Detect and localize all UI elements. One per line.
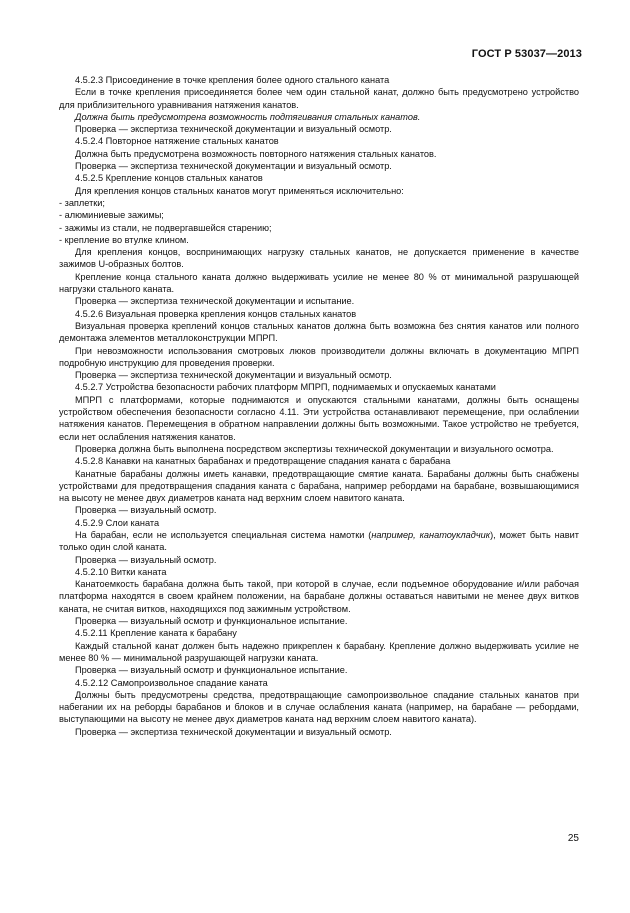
verification-note: Проверка — экспертиза технической документации и визуальный осмотр. <box>75 370 392 381</box>
paragraph: Для крепления концов, воспринимающих нагрузку стальных канатов, не допускается применение в качестве зажимов U-образных болтов. <box>59 247 579 270</box>
section-heading-4-5-2-4: 4.5.2.4 Повторное натяжение стальных канатов <box>75 136 279 147</box>
section-heading-4-5-2-7: 4.5.2.7 Устройства безопасности рабочих платформ МПРП, поднимаемых и опускаемых канатами <box>75 382 496 393</box>
list-item: - заплетки; <box>59 197 105 208</box>
paragraph: Должны быть предусмотрены средства, предотвращающие самопроизвольное спадание стальных канатов при набегании их на реборды барабанов и блоков и в случае ослабления каната (например, на барабане — ребордами, выступающими на высоту не менее двух диаметров каната над верхним слоем навитого каната). <box>59 689 579 725</box>
document-body <box>59 74 579 738</box>
section-heading-4-5-2-12: 4.5.2.12 Самопроизвольное спадание каната <box>75 677 268 688</box>
paragraph: Если в точке крепления присоединяется более чем один стальной канат, должно быть предусмотрено устройство для приблизительного уравнивания натяжения канатов. <box>59 87 579 110</box>
paragraph: МПРП с платформами, которые поднимаются и опускаются стальными канатами, должны быть оснащены устройством обеспечения безопасности согласно 4.11. Эти устройства останавливают перемещение, при ослаблении натяжения канатов. Перемещения в обратном направлении должны быть возможными. Такое устройство не требуется, если нет ослабления натяжения канатов. <box>59 394 579 442</box>
paragraph: Канатоемкость барабана должна быть такой, при которой в случае, если подъемное оборудование и/или рабочая платформа находятся в своем крайнем положении, на барабане должны оставаться навитыми не менее двух витков каната, не считая витков, находящихся под зажимным устройством. <box>59 579 579 614</box>
paragraph: Крепление конца стального каната должно выдерживать усилие не менее 80 % от минимальной разрушающей нагрузки стального каната. <box>59 271 579 295</box>
section-heading-4-5-2-8: 4.5.2.8 Канавки на канатных барабанах и предотвращение спадания каната с барабана <box>75 456 451 467</box>
text-run: На барабан, если не используется специальная система намотки ( <box>75 529 372 540</box>
verification-note: Проверка должна быть выполнена посредством экспертизы технической документации и визуального осмотра. <box>75 443 554 454</box>
verification-note: Проверка — экспертиза технической документации и визуальный осмотр. <box>75 726 392 737</box>
section-heading-4-5-2-11: 4.5.2.11 Крепление каната к барабану <box>75 628 237 639</box>
paragraph: Канатные барабаны должны иметь канавки, предотвращающие смятие каната. Барабаны должны быть снабжены устройствами для предотвращения спадания каната с барабана, например ребордами на барабане, возвышающимися на высоту не менее двух диаметров каната над верхним слоем навитого каната. <box>59 468 579 504</box>
page-number: 25 <box>567 833 579 844</box>
text-run: ), может быть навит только один слой каната. <box>59 529 580 553</box>
list-item: - зажимы из стали, не подвергавшейся старению; <box>59 222 272 233</box>
verification-note: Проверка — экспертиза технической документации и визуальный осмотр. <box>75 161 392 172</box>
verification-note: Проверка — экспертиза технической документации и испытание. <box>75 296 355 307</box>
verification-note: Проверка — визуальный осмотр. <box>75 554 217 565</box>
paragraph: Должна быть предусмотрена возможность повторного натяжения стальных канатов. <box>75 148 437 159</box>
paragraph: При невозможности использования смотровых люков производители должны включать в документацию МПРП подробную инструкцию для проведения проверки. <box>59 345 579 368</box>
verification-note: Проверка — визуальный осмотр и функциональное испытание. <box>75 616 348 627</box>
list-item: - алюминиевые зажимы; <box>59 210 164 221</box>
paragraph: Для крепления концов стальных канатов могут применяться исключительно: <box>75 185 404 196</box>
verification-note: Проверка — экспертиза технической документации и визуальный осмотр. <box>75 124 392 135</box>
section-heading-4-5-2-9: 4.5.2.9 Слои каната <box>75 517 160 528</box>
standard-code-header: ГОСТ Р 53037—2013 <box>471 48 582 60</box>
section-heading-4-5-2-3: 4.5.2.3 Присоединение в точке крепления более одного стального каната <box>75 75 390 85</box>
paragraph: Визуальная проверка креплений концов стальных канатов должна быть возможна без снятия канатов или полного демонтажа элементов металлоконструкции МПРП. <box>59 320 579 344</box>
verification-note: Проверка — визуальный осмотр. <box>75 505 217 516</box>
paragraph-italic: Должна быть предусмотрена возможность подтягивания стальных канатов. <box>75 111 421 122</box>
section-heading-4-5-2-5: 4.5.2.5 Крепление концов стальных канатов <box>75 173 263 184</box>
section-heading-4-5-2-6: 4.5.2.6 Визуальная проверка крепления концов стальных канатов <box>75 308 357 319</box>
paragraph <box>59 529 579 554</box>
verification-note: Проверка — визуальный осмотр и функциональное испытание. <box>75 665 348 676</box>
paragraph: Каждый стальной канат должен быть надежно прикреплен к барабану. Крепление должно выдерживать усилие не менее 80 % — минимальной разрушающей нагрузки каната. <box>59 640 579 663</box>
list-item: - крепление во втулке клином. <box>59 234 189 245</box>
italic-text-run: например, канатоукладчик <box>371 529 491 540</box>
section-heading-4-5-2-10: 4.5.2.10 Витки каната <box>75 566 167 577</box>
